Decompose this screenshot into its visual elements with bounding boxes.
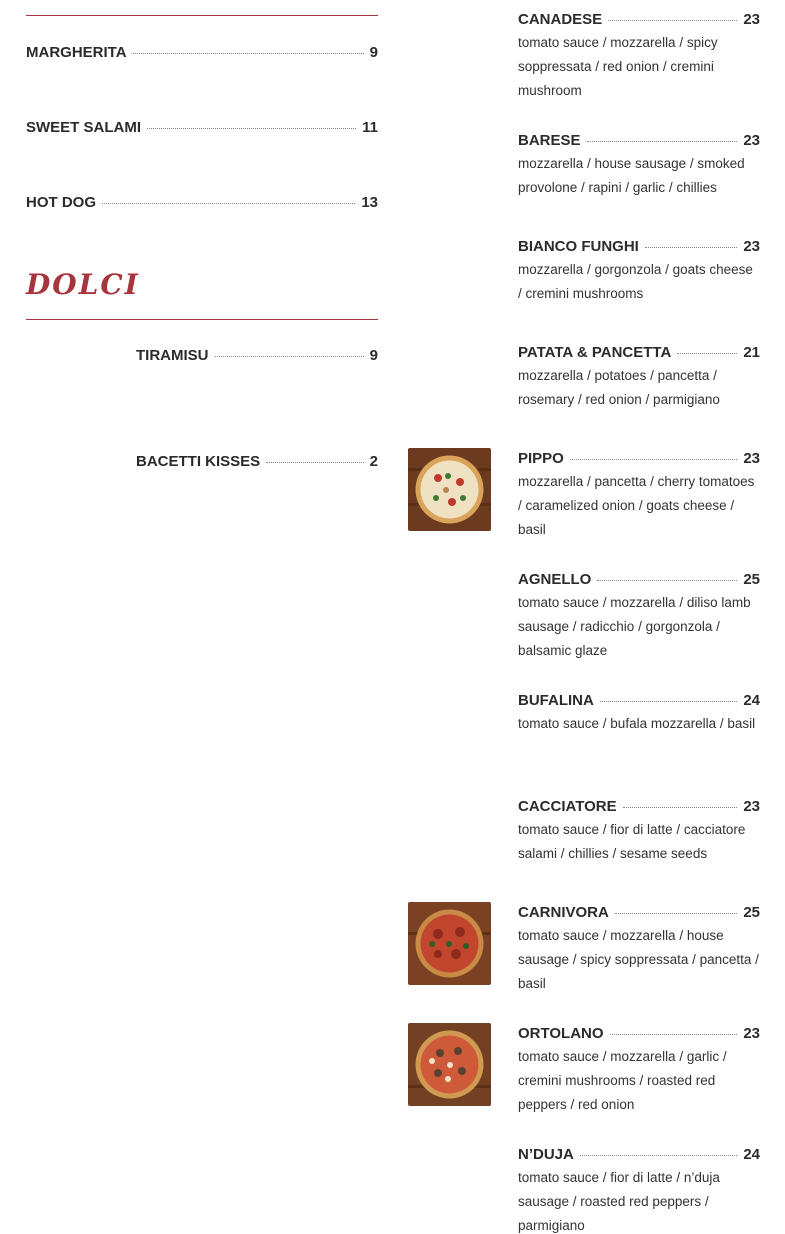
pizza-price: 23	[743, 238, 760, 255]
pizza-photo-pippo	[408, 448, 491, 531]
item-name: TIRAMISU	[136, 347, 209, 364]
item-price: 2	[369, 453, 378, 470]
pizza-item	[518, 1025, 760, 1117]
pizza-header	[518, 450, 760, 467]
item-name: HOT DOG	[26, 194, 96, 211]
pizza-price: 24	[743, 1146, 760, 1163]
pizza-description: mozzarella / pancetta / cherry tomatoes / caramelized onion / goats cheese / basil	[518, 474, 755, 537]
pizza-item	[518, 11, 760, 103]
dot-leader	[600, 701, 737, 702]
item-name: SWEET SALAMI	[26, 119, 141, 136]
dot-leader	[608, 20, 737, 21]
pizza-name: CACCIATORE	[518, 798, 617, 815]
dot-leader	[597, 580, 737, 581]
pizza-header	[518, 571, 760, 588]
pizza-name: CARNIVORA	[518, 904, 609, 921]
pizza-item	[518, 571, 760, 663]
section-rule	[26, 319, 378, 320]
dot-leader	[147, 128, 356, 129]
pizza-name: N’DUJA	[518, 1146, 574, 1163]
dot-leader	[677, 353, 737, 354]
pizza-description: tomato sauce / fior di latte / cacciatore salami / chillies / sesame seeds	[518, 822, 746, 861]
pizza-name: BUFALINA	[518, 692, 594, 709]
pizza-name: AGNELLO	[518, 571, 592, 588]
pizza-price: 23	[743, 798, 760, 815]
pizza-name: BIANCO FUNGHI	[518, 238, 639, 255]
section-title-dolci: DOLCI	[26, 268, 140, 301]
menu-item	[136, 453, 378, 470]
pizza-item	[518, 344, 760, 412]
dot-leader	[587, 141, 738, 142]
pizza-item	[518, 238, 760, 306]
dot-leader	[133, 53, 364, 54]
pizza-price: 23	[743, 132, 760, 149]
item-price: 13	[361, 194, 378, 211]
pizza-header	[518, 11, 760, 28]
pizza-description: tomato sauce / mozzarella / spicy soppressata / red onion / cremini mushroom	[518, 35, 718, 98]
pizza-description: tomato sauce / mozzarella / diliso lamb sausage / radicchio / gorgonzola / balsamic glaze	[518, 595, 751, 658]
item-price: 9	[369, 347, 378, 364]
pizza-header	[518, 798, 760, 815]
dot-leader	[623, 807, 738, 808]
pizza-header	[518, 132, 760, 149]
pizza-item	[518, 1146, 760, 1234]
pizza-price: 24	[743, 692, 760, 709]
pizza-photo-ortolano	[408, 1023, 491, 1106]
pizza-name: BARESE	[518, 132, 581, 149]
pizza-header	[518, 1146, 760, 1163]
pizza-description: tomato sauce / mozzarella / house sausage / spicy soppressata / pancetta / basil	[518, 928, 759, 991]
pizza-item	[518, 798, 760, 866]
pizza-header	[518, 238, 760, 255]
pizza-header	[518, 1025, 760, 1042]
pizza-description: tomato sauce / bufala mozzarella / basil	[518, 716, 756, 731]
dot-leader	[580, 1155, 737, 1156]
pizza-description: mozzarella / house sausage / smoked provolone / rapini / garlic / chillies	[518, 156, 745, 195]
pizza-description: tomato sauce / fior di latte / n’duja sausage / roasted red peppers / parmigiano	[518, 1170, 720, 1233]
item-price: 11	[362, 119, 378, 136]
menu-item	[136, 347, 378, 364]
pizza-price: 23	[743, 1025, 760, 1042]
pizza-item	[518, 450, 760, 542]
pizza-photo-carnivora	[408, 902, 491, 985]
pizza-price: 23	[743, 450, 760, 467]
dot-leader	[215, 356, 364, 357]
dot-leader	[645, 247, 737, 248]
pizza-description: tomato sauce / mozzarella / garlic / cremini mushrooms / roasted red peppers / red onion	[518, 1049, 727, 1112]
dot-leader	[570, 459, 737, 460]
item-name: BACETTI KISSES	[136, 453, 261, 470]
pizza-header	[518, 692, 760, 709]
pizza-name: PIPPO	[518, 450, 564, 467]
pizza-price: 21	[743, 344, 760, 361]
item-price: 9	[369, 44, 378, 61]
pizza-item	[518, 132, 760, 200]
menu-item	[26, 119, 378, 136]
pizza-description: mozzarella / gorgonzola / goats cheese / cremini mushrooms	[518, 262, 753, 301]
menu-item	[26, 194, 378, 211]
dot-leader	[615, 913, 737, 914]
pizza-item	[518, 692, 760, 736]
pizza-header	[518, 344, 760, 361]
pizza-header	[518, 904, 760, 921]
pizza-name: CANADESE	[518, 11, 603, 28]
dot-leader	[102, 203, 355, 204]
dot-leader	[266, 462, 363, 463]
item-name: MARGHERITA	[26, 44, 127, 61]
section-rule-top	[26, 15, 378, 16]
pizza-description: mozzarella / potatoes / pancetta / rosemary / red onion / parmigiano	[518, 368, 720, 407]
dot-leader	[610, 1034, 738, 1035]
pizza-price: 25	[743, 571, 760, 588]
pizza-price: 25	[743, 904, 760, 921]
pizza-name: ORTOLANO	[518, 1025, 604, 1042]
pizza-item	[518, 904, 760, 996]
menu-item	[26, 44, 378, 61]
pizza-name: PATATA & PANCETTA	[518, 344, 672, 361]
pizza-price: 23	[743, 11, 760, 28]
